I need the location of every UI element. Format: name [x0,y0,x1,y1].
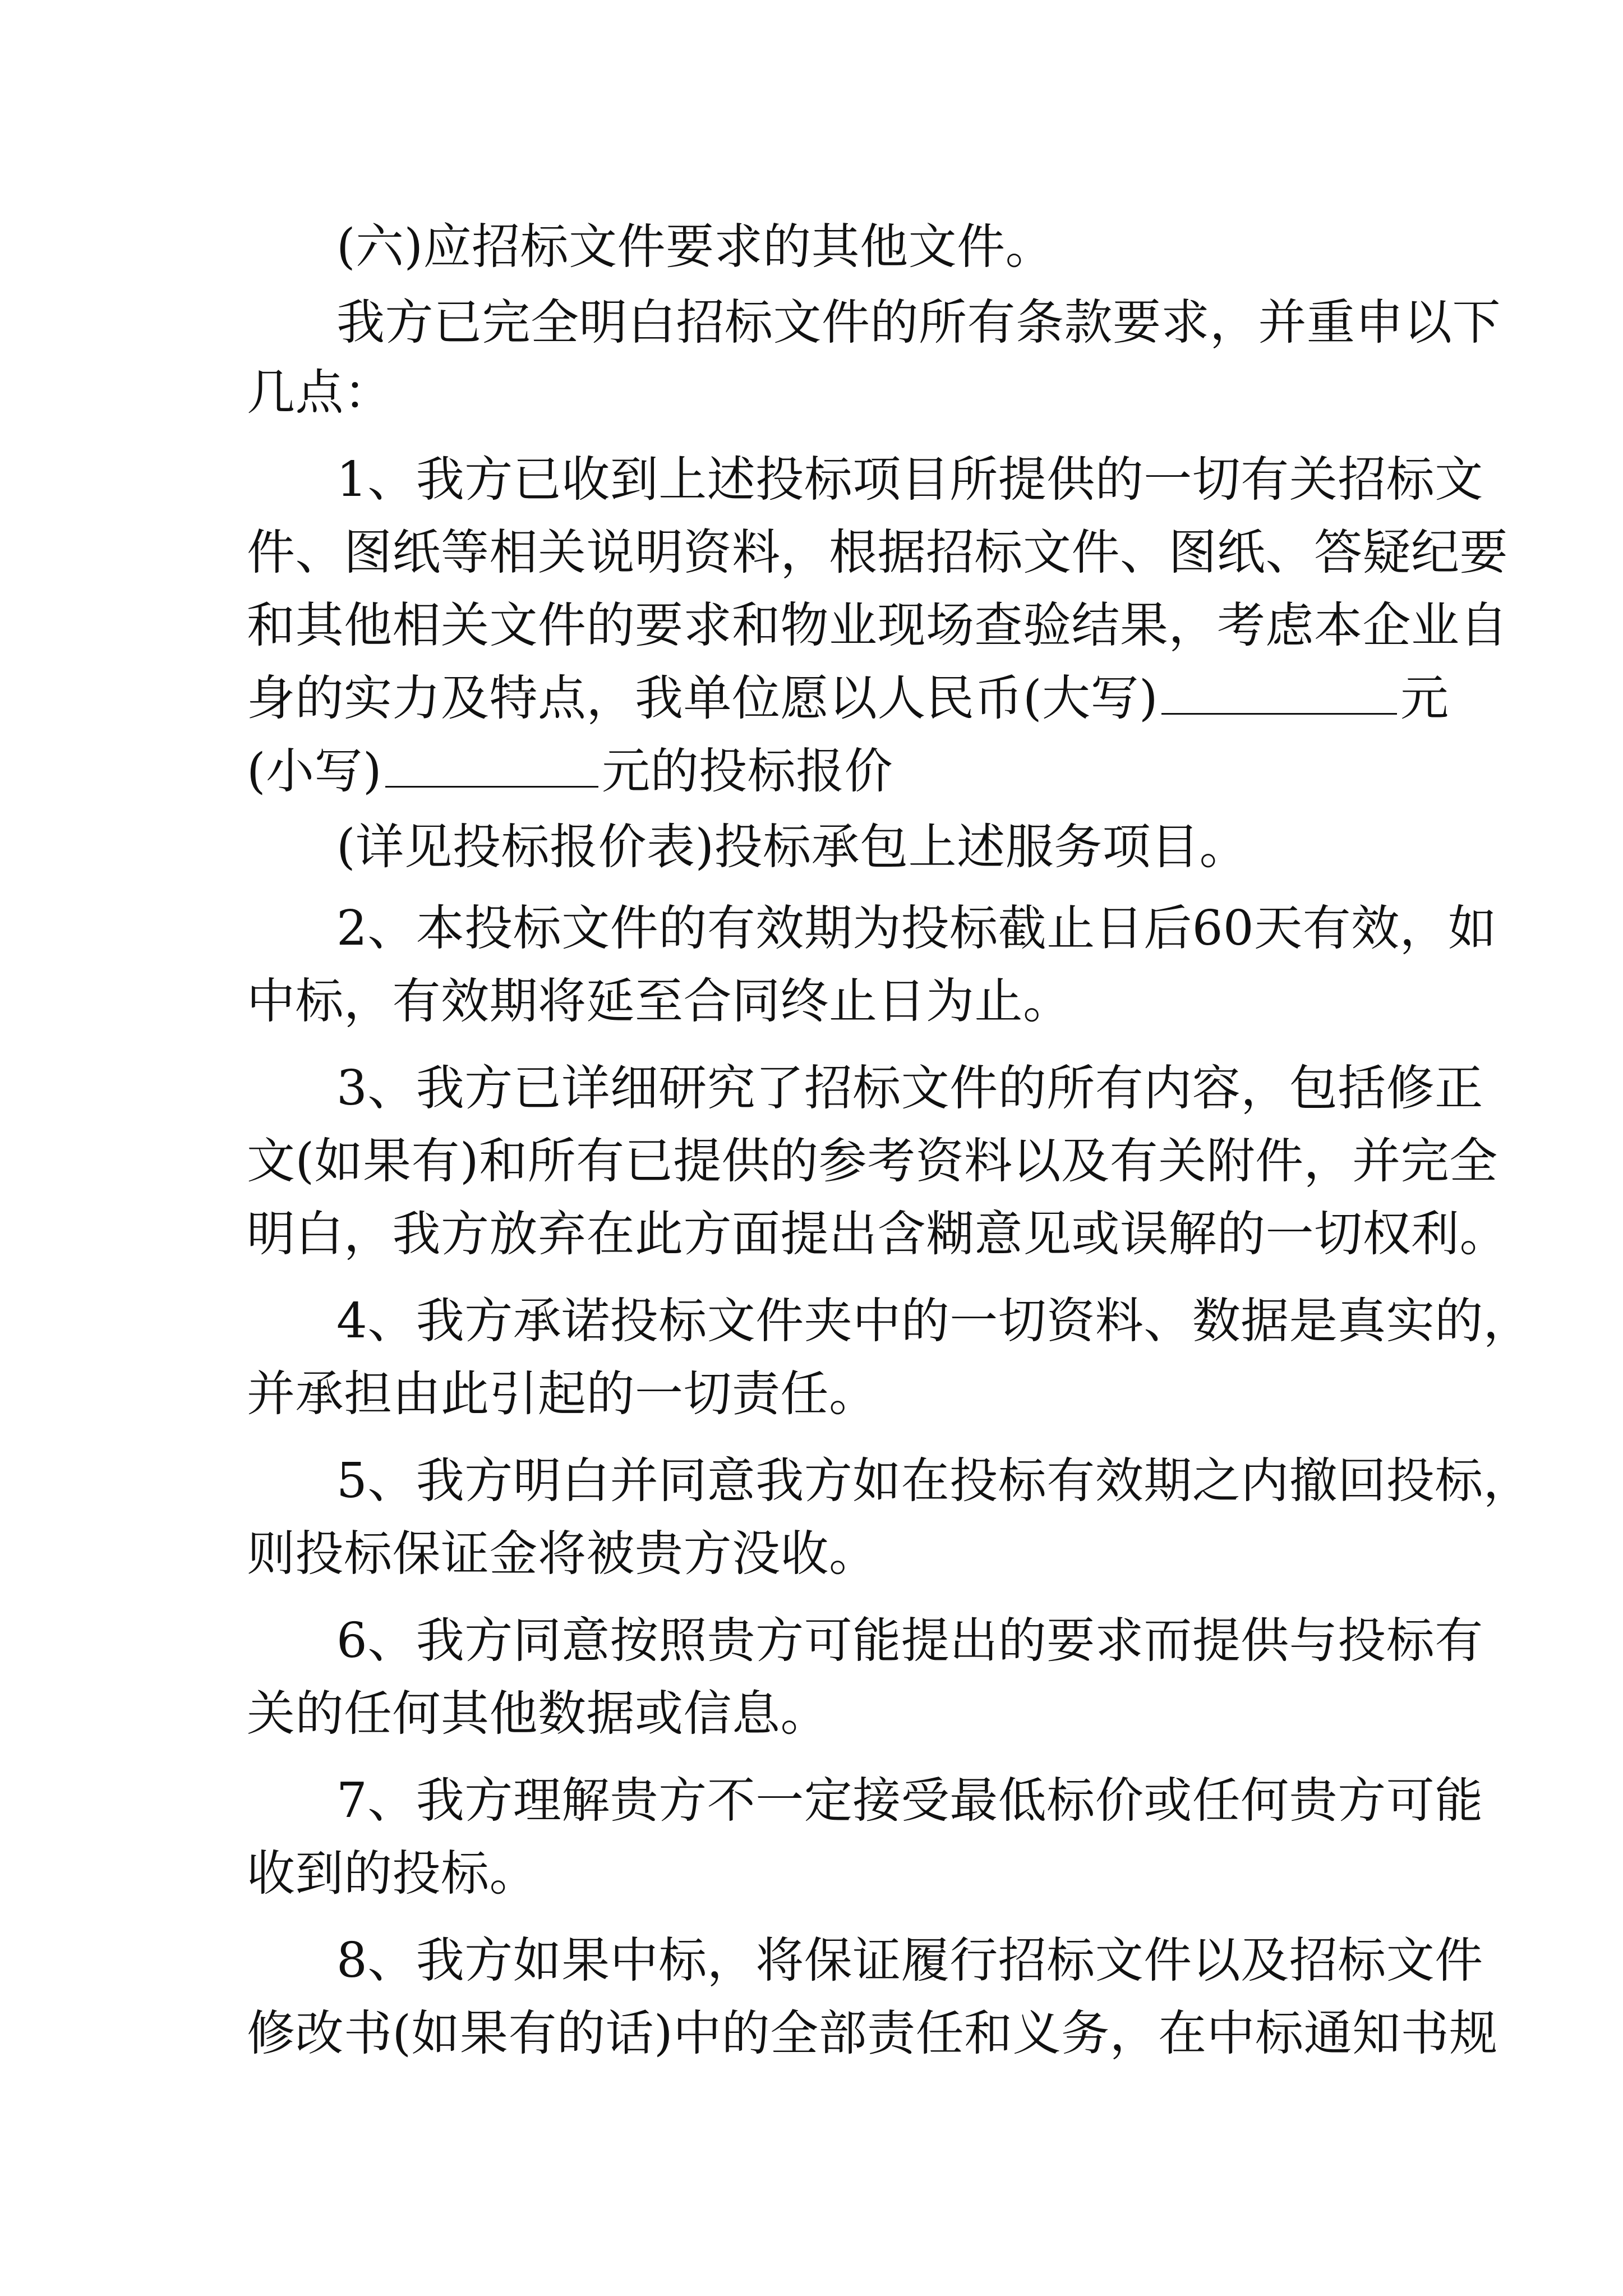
text-line: 几点： [247,365,393,421]
text-line [247,665,1449,732]
text-line [247,738,893,805]
text-line: 6、我方同意按照贵方可能提出的要求而提供与投标有 [336,1613,1483,1669]
text-line: 我方已完全明白招标文件的所有条款要求，并重申以下 [336,295,1501,351]
text-line: (六)应招标文件要求的其他文件。 [336,219,1054,275]
text-line: 件、图纸等相关说明资料，根据招标文件、图纸、答疑纪要 [247,524,1508,581]
amount-uppercase-blank [1161,665,1397,715]
text-line: 则投标保证金将被贵方没收。 [247,1526,878,1582]
text-line: 4、我方承诺投标文件夹中的一切资料、数据是真实的， [336,1293,1532,1349]
text-line: 7、我方理解贵方不一定接受最低标价或任何贵方可能 [336,1773,1483,1829]
text-line: 明白，我方放弃在此方面提出含糊意见或误解的一切权利。 [247,1206,1508,1262]
text-line: 文(如果有)和所有已提供的参考资料以及有关附件，并完全 [247,1133,1498,1189]
text-line: 关的任何其他数据或信息。 [247,1686,829,1742]
text-line: 修改书(如果有的话)中的全部责任和义务，在中标通知书规 [247,2005,1498,2062]
text-line: 3、我方已详细研究了招标文件的所有内容，包括修正 [336,1060,1483,1116]
text-line: 和其他相关文件的要求和物业现场查验结果，考虑本企业自 [247,597,1508,654]
text-line: 8、我方如果中标，将保证履行招标文件以及招标文件 [336,1932,1483,1989]
text-line: 2、本投标文件的有效期为投标截止日后60天有效，如 [336,900,1497,956]
text-segment: 身的实力及特点，我单位愿以人民币(大写) [247,670,1159,726]
text-segment: 元的投标报价 [602,743,893,799]
amount-lowercase-blank [385,738,598,788]
text-line: 收到的投标。 [247,1846,538,1902]
text-segment: 元 [1400,670,1449,726]
text-segment: (小写) [247,743,382,799]
text-line: 并承担由此引起的一切责任。 [247,1366,878,1422]
text-line: 5、我方明白并同意我方如在投标有效期之内撤回投标， [336,1453,1532,1509]
text-line: 中标，有效期将延至合同终止日为止。 [247,973,1072,1029]
text-line: (详见投标报价表)投标承包上述服务项目。 [336,819,1248,875]
text-line: 1、我方已收到上述投标项目所提供的一切有关招标文 [336,452,1483,508]
